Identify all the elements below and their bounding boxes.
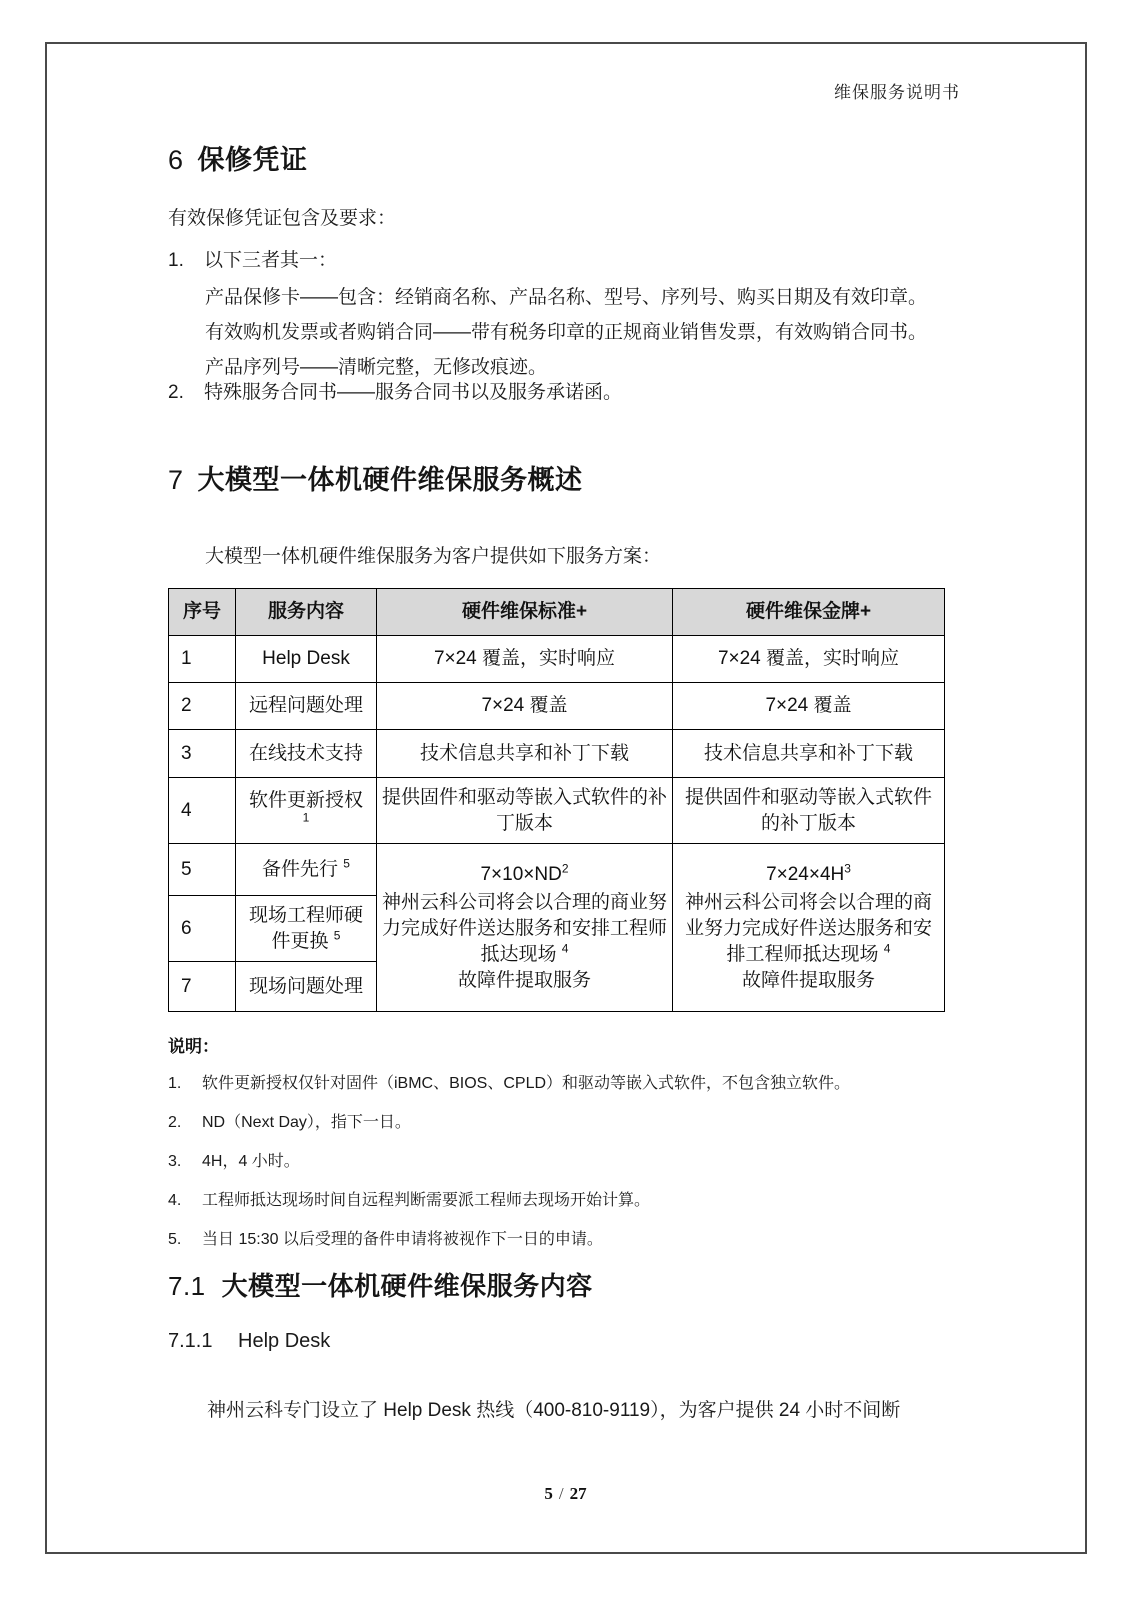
note-text: 工程师抵达现场时间自远程判断需要派工程师去现场开始计算。 xyxy=(202,1192,651,1209)
note-number: 1. xyxy=(168,1075,182,1092)
cell-standard: 7×24 覆盖，实时响应 xyxy=(377,636,673,683)
section-7-1-heading xyxy=(168,1266,593,1303)
standard-pickup-line: 故障件提取服务 xyxy=(457,969,591,991)
table-row xyxy=(169,730,945,778)
cell-no: 3 xyxy=(169,730,236,778)
table-row xyxy=(169,683,945,730)
page-number-current: 5 xyxy=(544,1484,553,1503)
cell-standard: 7×24 覆盖 xyxy=(377,683,673,730)
standard-commitment-body: 神州云科公司将会以合理的商业努力完成好件送达服务和安排工程师抵达现场 xyxy=(381,891,667,965)
footnote-marker: 4 xyxy=(561,941,569,956)
note-item xyxy=(168,1070,850,1093)
cell-service-text: 备件先行 xyxy=(262,858,339,880)
cell-standard-merged xyxy=(377,844,673,1012)
cell-service: Help Desk xyxy=(236,636,377,683)
section-7-title: 大模型一体机硬件维保服务概述 xyxy=(197,465,583,495)
service-plan-table xyxy=(168,588,945,1012)
notes-title: 说明： xyxy=(168,1037,219,1056)
list-item-1 xyxy=(168,245,337,272)
cell-service: 在线技术支持 xyxy=(236,730,377,778)
list-item-2-text: 特殊服务合同书——服务合同书以及服务承诺函。 xyxy=(204,382,623,403)
cell-gold: 7×24 覆盖 xyxy=(673,683,945,730)
note-item xyxy=(168,1187,650,1210)
cell-service xyxy=(236,844,377,896)
list-item-2-number: 2. xyxy=(168,382,184,403)
note-number: 3. xyxy=(168,1153,182,1170)
section-6-heading xyxy=(168,138,308,177)
header-cell-service: 服务内容 xyxy=(236,589,377,636)
cell-service: 现场问题处理 xyxy=(236,962,377,1012)
footnote-marker: 5 xyxy=(333,928,341,943)
note-number: 5. xyxy=(168,1231,182,1248)
page-number-separator: / xyxy=(558,1484,564,1503)
note-number: 4. xyxy=(168,1192,182,1209)
section-6-intro: 有效保修凭证包含及要求： xyxy=(168,208,397,229)
page-number-footer xyxy=(0,1484,1131,1504)
cell-standard: 技术信息共享和补丁下载 xyxy=(377,730,673,778)
gold-sla-line xyxy=(677,862,940,888)
gold-commitment-text xyxy=(677,890,940,968)
cell-no: 5 xyxy=(169,844,236,896)
cell-service xyxy=(236,896,377,962)
table-row xyxy=(169,844,945,896)
cell-service: 远程问题处理 xyxy=(236,683,377,730)
cell-gold: 提供固件和驱动等嵌入式软件的补丁版本 xyxy=(673,778,945,844)
cell-no: 1 xyxy=(169,636,236,683)
header-cell-standard: 硬件维保标准+ xyxy=(377,589,673,636)
cell-gold-merged xyxy=(673,844,945,1012)
gold-sla-text: 7×24×4H xyxy=(766,863,845,885)
cell-standard: 提供固件和驱动等嵌入式软件的补丁版本 xyxy=(377,778,673,844)
cell-service-footnote-line xyxy=(240,810,372,834)
section-7-heading xyxy=(168,458,583,497)
footnote-marker: 3 xyxy=(844,861,851,876)
table-row xyxy=(169,636,945,683)
gold-pickup-line: 故障件提取服务 xyxy=(741,969,875,991)
note-text: 4H，4 小时。 xyxy=(202,1153,300,1170)
footnote-marker: 1 xyxy=(302,810,310,825)
cell-service-text: 现场工程师硬件更换 xyxy=(248,904,363,952)
note-item xyxy=(168,1109,411,1132)
section-7-1-1-title: Help Desk xyxy=(238,1330,331,1352)
footnote-marker: 4 xyxy=(883,941,891,956)
gold-commitment-body: 神州云科公司将会以合理的商业努力完成好件送达服务和安排工程师抵达现场 xyxy=(684,891,932,965)
standard-sla-text: 7×10×ND xyxy=(480,863,562,885)
helpdesk-paragraph: 神州云科专门设立了 Help Desk 热线（400-810-9119），为客户提供 24 小时不间断 xyxy=(207,1400,901,1421)
note-text: 当日 15:30 以后受理的备件申请将被视作下一日的申请。 xyxy=(202,1231,603,1248)
section-6-title: 保修凭证 xyxy=(197,145,308,175)
cell-gold: 技术信息共享和补丁下载 xyxy=(673,730,945,778)
list-item-1-number: 1. xyxy=(168,250,184,271)
document-title-header: 维保服务说明书 xyxy=(834,83,960,102)
table-row xyxy=(169,778,945,844)
header-cell-no: 序号 xyxy=(169,589,236,636)
section-6-number: 6 xyxy=(168,145,184,175)
standard-sla-line xyxy=(381,862,668,888)
cell-service-text: 软件更新授权 xyxy=(248,789,363,811)
header-cell-gold: 硬件维保金牌+ xyxy=(673,589,945,636)
cell-no: 7 xyxy=(169,962,236,1012)
note-item xyxy=(168,1148,300,1171)
cell-no: 6 xyxy=(169,896,236,962)
list-item-2 xyxy=(168,377,622,404)
note-number: 2. xyxy=(168,1114,182,1131)
section-7-number: 7 xyxy=(168,465,184,495)
note-text: ND（Next Day），指下一日。 xyxy=(202,1114,411,1131)
standard-commitment-text xyxy=(381,890,668,968)
section-7-1-1-heading xyxy=(168,1330,330,1353)
section-7-intro: 大模型一体机硬件维保服务为客户提供如下服务方案： xyxy=(205,546,662,567)
detail-line-warranty-card: 产品保修卡——包含：经销商名称、产品名称、型号、序列号、购买日期及有效印章。 xyxy=(205,287,928,308)
section-7-1-title: 大模型一体机硬件维保服务内容 xyxy=(221,1271,593,1301)
note-text: 软件更新授权仅针对固件（iBMC、BIOS、CPLD）和驱动等嵌入式软件，不包含独立软件。 xyxy=(202,1075,851,1092)
cell-no: 4 xyxy=(169,778,236,844)
table-header-row xyxy=(169,589,945,636)
list-item-1-text: 以下三者其一： xyxy=(204,250,338,271)
list-item-1-detail xyxy=(205,280,953,385)
detail-line-serial: 产品序列号——清晰完整，无修改痕迹。 xyxy=(205,357,548,378)
section-7-1-1-number: 7.1.1 xyxy=(168,1330,213,1352)
footnote-marker: 5 xyxy=(343,856,350,871)
cell-service xyxy=(236,778,377,844)
footnote-marker: 2 xyxy=(561,861,569,876)
cell-gold: 7×24 覆盖，实时响应 xyxy=(673,636,945,683)
detail-line-invoice: 有效购机发票或者购销合同——带有税务印章的正规商业销售发票，有效购销合同书。 xyxy=(205,322,928,343)
page-number-total: 27 xyxy=(569,1484,587,1503)
cell-no: 2 xyxy=(169,683,236,730)
note-item xyxy=(168,1226,603,1249)
section-7-1-number: 7.1 xyxy=(168,1271,206,1301)
